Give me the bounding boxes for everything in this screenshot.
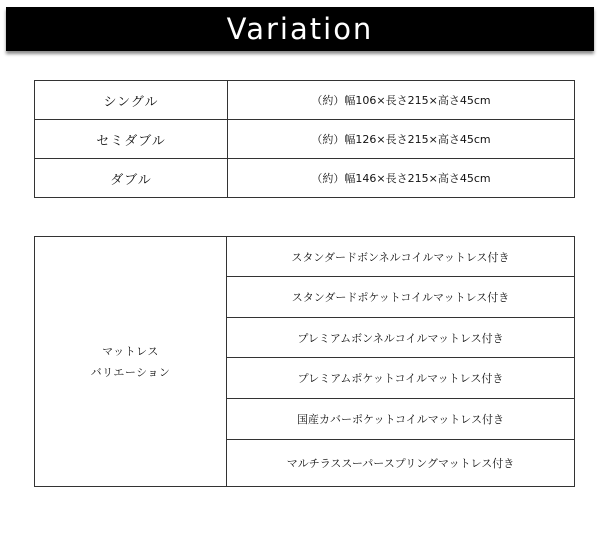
size-name-cell: ダブル [35, 159, 228, 198]
title-banner [6, 7, 594, 51]
mattress-group-label-line2: バリエーション [90, 365, 171, 379]
table-row [35, 81, 575, 120]
page-title: Variation [226, 11, 374, 46]
mattress-option-cell: スタンダードボンネルコイルマットレス付き [227, 237, 575, 277]
size-name-cell: セミダブル [35, 120, 228, 159]
mattress-option-cell: 国産カバーポケットコイルマットレス付き [227, 399, 575, 440]
mattress-group-label-line1: マットレス [102, 344, 159, 358]
mattress-table [34, 236, 575, 487]
table-row [35, 120, 575, 159]
size-name-cell: シングル [35, 81, 228, 120]
mattress-option-cell: プレミアムボンネルコイルマットレス付き [227, 318, 575, 358]
size-dimensions-cell: （約）幅146×長さ215×高さ45cm [228, 159, 575, 198]
mattress-option-cell: スタンダードポケットコイルマットレス付き [227, 277, 575, 318]
table-row [35, 159, 575, 198]
table-row [35, 237, 575, 277]
mattress-group-label-cell [35, 237, 227, 487]
size-dimensions-cell: （約）幅126×長さ215×高さ45cm [228, 120, 575, 159]
mattress-option-cell: マルチラススーパースプリングマットレス付き [227, 440, 575, 487]
mattress-option-cell: プレミアムポケットコイルマットレス付き [227, 358, 575, 399]
size-dimensions-cell: （約）幅106×長さ215×高さ45cm [228, 81, 575, 120]
size-table [34, 80, 575, 198]
